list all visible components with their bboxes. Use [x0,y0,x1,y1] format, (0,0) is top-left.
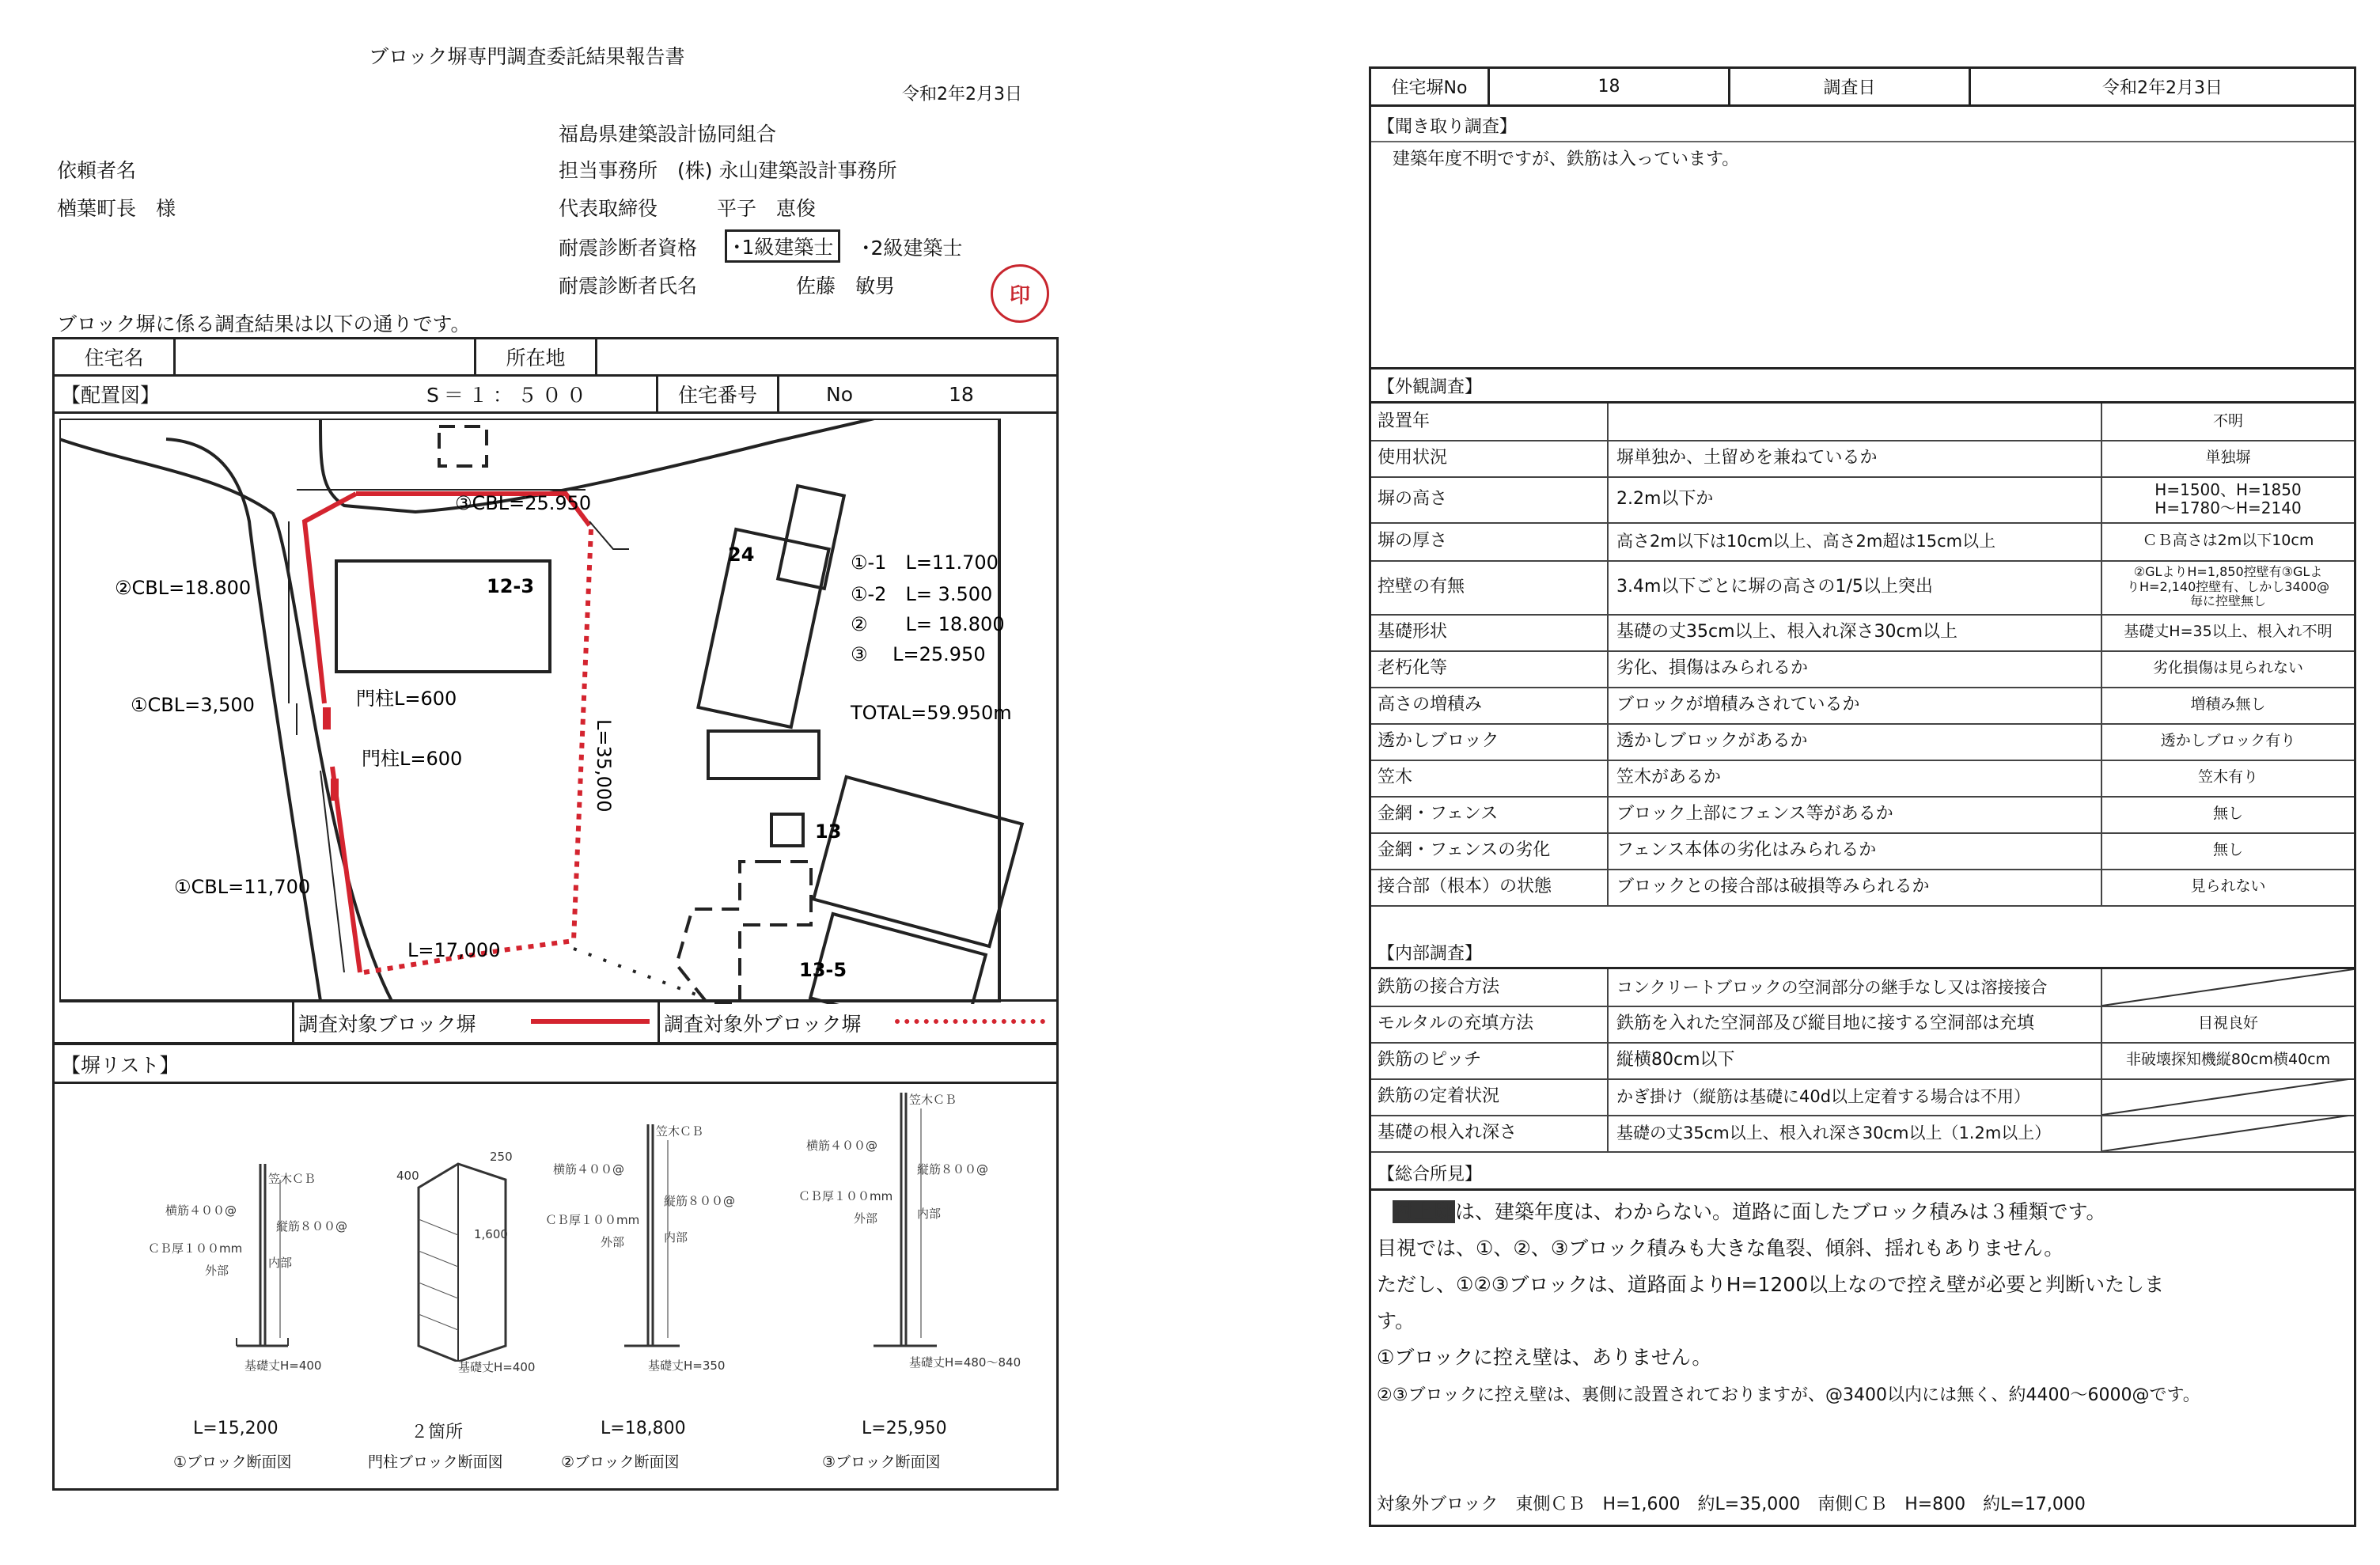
check-item: 透かしブロック [1371,723,1609,760]
house-info-row [52,337,1059,377]
inspector-name: 耐震診断者氏名 佐藤 敏男 [559,275,896,297]
check-result: 無し [2212,841,2243,859]
section-1-label-2: 縦筋８００@ [276,1219,348,1233]
section-1-label-1: 横筋４００@ [165,1203,237,1218]
check-criteria: フェンス本体の劣化はみられるか [1610,832,2102,869]
gate-label-1: 250 [490,1150,513,1164]
check-criteria: 高さ2m以下は10cm以上、高さ2m超は15cm以上 [1610,522,2102,560]
check-result: 笠木有り [2197,768,2258,786]
table-row [1371,522,2354,562]
section-4-label-1: 横筋４００@ [806,1139,878,1153]
label-l17: L=17,000 [407,939,501,961]
label-cbl2: ②CBL=18.800 [115,577,252,599]
check-item: 基礎の根入れ深さ [1371,1115,1609,1151]
qualification-2: ･2級建築士 [861,237,963,260]
legend-row [658,999,660,1042]
check-result: 不明 [2212,412,2243,430]
label-gate2: 門柱L=600 [362,748,463,770]
survey-date-label: 調査日 [1730,69,1971,107]
table-row [1371,440,2354,478]
intro-text: ブロック塀に係る調査結果は以下の通りです。 [57,313,471,335]
section-1 [110,1108,348,1480]
table-row [1371,832,2354,870]
check-item: 金網・フェンスの劣化 [1371,832,1609,869]
check-criteria: 縦横80cm以下 [1610,1042,2102,1078]
check-item: 塀の高さ [1371,476,1609,522]
check-item: 鉄筋のピッチ [1371,1042,1609,1078]
check-item: 鉄筋の定着状況 [1371,1078,1609,1115]
nontarget-footer: 対象外ブロック 東側ＣＢ H=1,600 約L=35,000 南側ＣＢ H=800 約L=17,000 [1377,1495,2086,1514]
check-result: 非破壊探知機縦80cm横40cm [2125,1051,2331,1069]
empty-cell-slash [2102,1078,2354,1115]
section-3-label-2: 縦筋８００@ [664,1194,736,1208]
check-item: 鉄筋の接合方法 [1371,969,1609,1006]
summary-label: 【総合所見】 [1378,1164,1483,1184]
check-criteria: ブロック上部にフェンス等があるか [1610,796,2102,832]
check-item: 老朽化等 [1371,650,1609,687]
legend-nontarget-label: 調査対象外ブロック塀 [664,1013,862,1036]
client-name: 楢葉町長 様 [57,197,176,220]
summary-line-6: ②③ブロックに控え壁は、裏側に設置されておりますが、@3400以内には無く、約4400〜6000@です。 [1377,1385,2200,1405]
section-1-caption: ①ブロック断面図 [173,1453,292,1471]
layout-header-row [52,374,1059,414]
check-criteria: 透かしブロックがあるか [1610,723,2102,760]
section-3-label-3: ＣＢ厚１００mm [545,1213,640,1227]
site-plan-frame [52,411,1059,1044]
check-result: H=1500、H=1850 H=1780〜H=2140 [2155,480,2302,517]
check-item: 設置年 [1371,404,1609,440]
layout-label: 【配置図】 [61,384,161,407]
label-l35: L=35,000 [593,719,615,813]
section-3-label-6: 基礎丈H=350 [648,1358,726,1373]
legend-target-line [531,1019,650,1024]
check-criteria: コンクリートブロックの空洞部分の継手なし又は溶接接合 [1610,969,2102,1006]
check-criteria: 笠木があるか [1610,760,2102,796]
label-b123: 12-3 [487,575,535,597]
table-row [1371,687,2354,725]
shed [708,731,819,779]
check-criteria: 劣化、損傷はみられるか [1610,650,2102,687]
check-criteria: 2.2m以下か [1610,476,2102,522]
divider [595,339,597,374]
gate-label-0: 400 [396,1169,419,1183]
wall-list-label: 【塀リスト】 [61,1054,180,1077]
road-edge [320,419,874,512]
divider [1371,141,2354,142]
legend-nontarget-line [895,1019,1045,1029]
table-row [1371,1042,2354,1080]
check-result: 劣化損傷は見られない [2152,659,2303,677]
summary-2: ①-2 L= 3.500 [851,583,993,605]
table-row [1371,869,2354,907]
building-24b [778,486,844,589]
legend-target-label: 調査対象ブロック塀 [298,1013,476,1036]
check-criteria: 3.4m以下ごとに塀の高さの1/5以上突出 [1610,560,2102,614]
summary-line-2: 目視では、①、②、③ブロック積みも大きな亀裂、傾斜、揺れもありません。 [1377,1237,2064,1260]
summary-line-1 [1393,1196,2106,1225]
section-4-label-2: 縦筋８００@ [917,1162,989,1177]
label-cbl1a: ①CBL=3,500 [131,694,255,716]
section-3-caption: ②ブロック断面図 [561,1453,680,1471]
table-row [1371,796,2354,834]
house-no-label: 住宅番号 [677,384,757,407]
interview-label: 【聞き取り調査】 [1378,116,1518,137]
empty-cell-slash [2102,969,2354,1006]
exterior-label: 【外観調査】 [1378,377,1483,397]
wall-list-frame [52,1043,1059,1491]
site-plan [59,419,1048,1004]
association-name: 福島県建築設計協同組合 [559,123,777,146]
section-4-length: L=25,950 [862,1419,947,1438]
section-3-label-4: 外部 [601,1235,625,1249]
summary-line-5: ①ブロックに控え壁は、ありません。 [1377,1346,1712,1369]
section-4-label-0: 笠木ＣＢ [909,1093,957,1107]
map-scale: S＝１：５００ [426,384,591,407]
check-criteria: 塀単独か、土留めを兼ねているか [1610,440,2102,476]
interior-label: 【内部調査】 [1378,943,1483,964]
check-result: 無し [2212,805,2243,823]
section-3-label-0: 笠木ＣＢ [656,1124,704,1139]
section-4-drawing [783,1069,1020,1370]
qualification-label: 耐震診断者資格 [559,237,698,260]
client-label: 依頼者名 [57,159,137,182]
check-criteria: 基礎の丈35cm以上、根入れ深さ30cm以上（1.2m以上） [1610,1115,2102,1151]
check-result: ②GLよりH=1,850控壁有③GLよ りH=2,140控壁有、しかし3400@ 毎に控壁無し [2127,564,2329,609]
label-b13: 13 [815,820,842,843]
legend-row [292,999,1056,1002]
table-row [1371,560,2354,616]
summary-4: ③ L=25.950 [851,643,986,665]
road-edge [59,439,392,1001]
gate-post [331,779,339,801]
check-criteria: かぎ掛け（縦筋は基礎に40d以上定着する場合は不用） [1610,1078,2102,1115]
empty-cell-slash [2102,1115,2354,1151]
right-page [1345,0,2380,1565]
table-row [1371,1115,2354,1153]
check-result [2102,1115,2354,1151]
check-criteria: ブロックとの接合部は破損等みられるか [1610,869,2102,905]
check-item: 接合部（根本）の状態 [1371,869,1609,905]
section-1-label-4: 外部 [205,1264,229,1278]
dashed-outline [676,862,811,1004]
table-row [1371,614,2354,652]
representative: 代表取締役 平子 恵俊 [559,197,817,220]
label-b24: 24 [728,544,755,566]
check-criteria: 基礎の丈35cm以上、根入れ深さ30cm以上 [1610,614,2102,650]
section-2 [355,1108,545,1480]
check-result: 増積み無し [2190,695,2266,714]
check-item: 控壁の有無 [1371,560,1609,614]
label-cbl3: ③CBL=25.950 [455,492,592,514]
gate-label-2: 1,600 [474,1227,508,1241]
section-4 [783,1069,1020,1480]
no-label: No [826,382,853,406]
section-1-label-5: 内部 [268,1256,293,1270]
section-3 [545,1093,751,1480]
table-row [1371,476,2354,524]
survey-date-value: 令和2年2月3日 [1971,69,2354,107]
summary-1: ①-1 L=11.700 [851,551,999,574]
section-1-label-3: ＣＢ厚１００mm [148,1241,243,1256]
office-name: 担当事務所 (株) 永山建築設計事務所 [559,159,897,182]
section-4-label-5: 内部 [917,1207,942,1221]
check-criteria: ブロックが増積みされているか [1610,687,2102,723]
section-3-label-5: 内部 [664,1230,688,1245]
section-2-caption: 門柱ブロック断面図 [368,1453,503,1471]
check-item: 基礎形状 [1371,614,1609,650]
report-title: ブロック塀専門調査委託結果報告書 [369,45,685,68]
check-item: 笠木 [1371,760,1609,796]
house-name-label: 住宅名 [84,347,144,369]
section-3-length: L=18,800 [601,1419,686,1438]
check-result [2102,969,2354,1006]
section-4-label-4: 外部 [854,1211,878,1226]
small-box [771,814,803,846]
check-item: 使用状況 [1371,440,1609,476]
label-cbl1b: ①CBL=11,700 [174,876,311,898]
divider [1371,1188,2354,1191]
table-row [1371,760,2354,798]
house-wall-no-label: 住宅塀No [1371,69,1490,107]
check-result: 透かしブロック有り [2160,732,2296,750]
seal-stamp: 印 [991,264,1049,323]
summary-total: TOTAL=59.950m [851,702,1012,724]
check-result: 見られない [2190,877,2266,896]
check-result: 目視良好 [2197,1014,2258,1033]
check-criteria: 鉄筋を入れた空洞部及び縦目地に接する空洞部は充填 [1610,1006,2102,1042]
divider [173,339,176,374]
summary-line-3: ただし、①②③ブロックは、道路面よりH=1200以上なので控え壁が必要と判断いたしま [1377,1273,2165,1296]
check-result: 基礎丈H=35以上、根入れ不明 [2124,623,2333,641]
dim-line [589,521,629,549]
interview-text: 建築年度不明ですが、鉄筋は入っています。 [1393,150,1740,169]
section-4-caption: ③ブロック断面図 [822,1453,941,1471]
check-item: 塀の厚さ [1371,522,1609,560]
location-label: 所在地 [506,347,566,369]
report-date: 令和2年2月3日 [902,85,1022,104]
section-1-length: L=15,200 [193,1419,279,1438]
section-4-label-3: ＣＢ厚１００mm [798,1189,893,1203]
table-row [1371,404,2354,441]
table-row [1371,1006,2354,1044]
house-wall-no-value: 18 [1490,69,1730,107]
check-result [2102,1078,2354,1115]
section-4-label-6: 基礎丈H=480〜840 [909,1355,1021,1370]
check-result: ＣＢ高さは2m以下10cm [2142,532,2314,550]
check-item: モルタルの充填方法 [1371,1006,1609,1042]
section-1-label-6: 基礎丈H=400 [244,1358,322,1373]
building-24 [698,529,828,727]
left-page [0,0,1060,1565]
check-item: 高さの増積み [1371,687,1609,723]
nontarget-wall-east [574,529,591,941]
building-13 [813,777,1022,946]
gate-label-3: 基礎丈H=400 [458,1360,536,1374]
divider [777,377,779,411]
summary-3: ② L= 18.800 [851,613,1005,635]
label-b135: 13-5 [799,959,847,981]
table-row [1371,650,2354,688]
redacted-name: 村上邸 [1394,1200,1454,1223]
section-1-drawing [110,1108,308,1362]
dim-line [320,771,344,972]
summary-line-1-text: は、建築年度は、わからない。道路に面したブロック積みは３種類です。 [1455,1200,2106,1223]
section-1-label-0: 笠木ＣＢ [268,1172,316,1186]
section-3-label-1: 横筋４００@ [553,1162,625,1177]
legend-row [292,999,294,1042]
summary-line-4: す。 [1377,1309,1415,1332]
gate-post [323,707,331,729]
table-row [1371,969,2354,1007]
no-value: 18 [949,382,974,406]
section-2-length: ２箇所 [411,1423,464,1442]
qualification-1: ･1級建築士 [725,229,840,263]
check-result: 単独塀 [2205,449,2251,467]
check-criteria [1610,404,2102,440]
table-row [1371,1078,2354,1116]
label-gate1: 門柱L=600 [356,688,457,710]
table-row [1371,723,2354,761]
check-item: 金網・フェンス [1371,796,1609,832]
gate-post-drawing [355,1108,545,1362]
